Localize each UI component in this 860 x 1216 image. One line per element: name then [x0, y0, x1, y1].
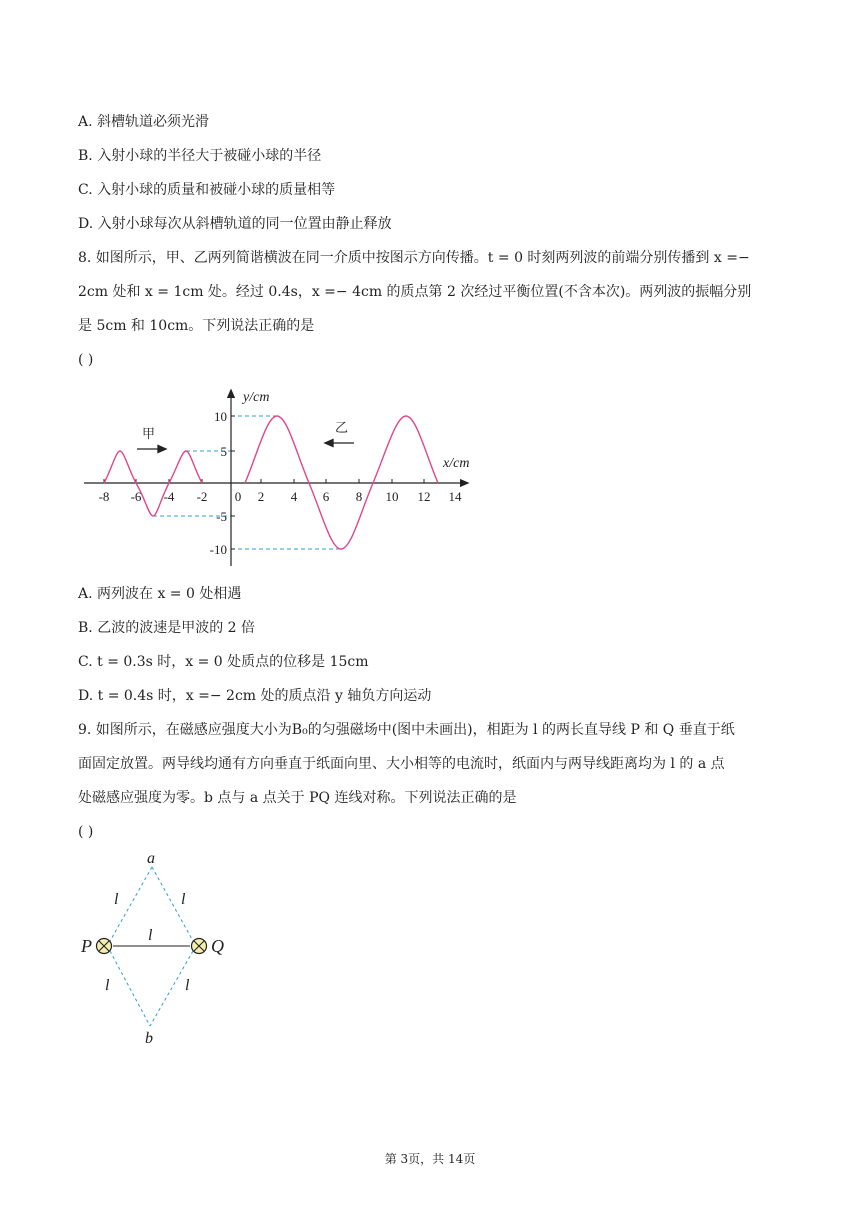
x-tick-label: -2	[196, 489, 208, 504]
q8-stem-line-2: 2cm 处和 x = 1cm 处。经过 0.4s，x =− 4cm 的质点第 2 次经过平衡位置(不含本次)。两列波的振幅分别	[78, 284, 752, 300]
x-axis-arrow	[460, 480, 468, 487]
point-b-label: b	[145, 1030, 153, 1047]
q7-option-d: D. 入射小球每次从斜槽轨道的同一位置由静止释放	[78, 216, 392, 232]
q8-answer-paren: ( )	[78, 352, 94, 368]
y-axis-arrow	[228, 390, 235, 398]
q9-stem-line-3: 处磁感应强度为零。b 点与 a 点关于 PQ 连线对称。下列说法正确的是	[78, 790, 517, 806]
x-tick-label: 14	[448, 489, 462, 504]
x-tick-label: -8	[98, 489, 110, 504]
wave-jia-label: 甲	[142, 426, 156, 441]
wave-yi-label: 乙	[335, 420, 349, 435]
q9-wire-figure	[75, 845, 245, 1050]
wave-jia-arrow	[137, 446, 166, 453]
q8-option-c: C. t = 0.3s 时，x = 0 处质点的位移是 15cm	[78, 654, 369, 670]
q8-option-a: A. 两列波在 x = 0 处相遇	[78, 586, 242, 602]
q8-option-d: D. t = 0.4s 时，x =− 2cm 处的质点沿 y 轴负方向运动	[78, 688, 432, 704]
q9-stem-line-2: 面固定放置。两导线均通有方向垂直于纸面向里、大小相等的电流时，纸面内与两导线距离均为 l 的 a 点	[78, 756, 725, 772]
q8-wave-figure	[75, 380, 495, 570]
wire-q-symbol	[192, 939, 207, 954]
q8-stem-line-3: 是 5cm 和 10cm。下列说法正确的是	[78, 318, 315, 334]
distance-label: l	[185, 977, 190, 994]
q9-stem-line-1: 9. 如图所示，在磁感应强度大小为B₀的匀强磁场中(图中未画出)，相距为 l 的两长直导线 P 和 Q 垂直于纸	[78, 722, 735, 738]
x-tick-label: 12	[417, 489, 431, 504]
x-tick-label: -6	[130, 489, 142, 504]
distance-label: l	[148, 927, 153, 944]
x-tick-label: -4	[163, 489, 175, 504]
x-axis-label: x/cm	[443, 456, 470, 471]
x-tick-label: 2	[257, 489, 265, 504]
x-tick-labels	[99, 489, 462, 504]
q9-answer-paren: ( )	[78, 824, 94, 840]
wire-p-label: P	[81, 936, 92, 956]
wave-yi-arrow	[325, 440, 354, 447]
wire-q-label: Q	[211, 936, 224, 956]
page-footer: 第 3页，共 14页	[384, 1152, 476, 1166]
wire-p-symbol	[97, 939, 112, 954]
y-tick-label: -10	[209, 542, 227, 557]
y-tick-label: 10	[214, 409, 227, 424]
y-tick-label: 5	[220, 444, 227, 459]
distance-label: l	[181, 891, 186, 908]
distance-label: l	[114, 891, 119, 908]
x-tick-label: 4	[290, 489, 298, 504]
x-tick-label: 0	[234, 489, 242, 504]
distance-label: l	[105, 977, 110, 994]
y-tick-label: -5	[216, 509, 227, 524]
x-tick-label: 10	[385, 489, 399, 504]
q7-option-c: C. 入射小球的质量和被碰小球的质量相等	[78, 182, 336, 198]
q8-option-b: B. 乙波的波速是甲波的 2 倍	[78, 620, 255, 636]
q8-stem-line-1: 8. 如图所示，甲、乙两列简谐横波在同一介质中按图示方向传播。t = 0 时刻两列波的前端分别传播到 x =−	[78, 250, 750, 266]
q7-option-a: A. 斜槽轨道必须光滑	[78, 114, 210, 130]
y-axis-label: y/cm	[243, 390, 270, 405]
q7-option-b: B. 入射小球的半径大于被碰小球的半径	[78, 148, 322, 164]
point-a-label: a	[147, 850, 155, 867]
x-tick-label: 8	[355, 489, 363, 504]
x-tick-label: 6	[322, 489, 330, 504]
